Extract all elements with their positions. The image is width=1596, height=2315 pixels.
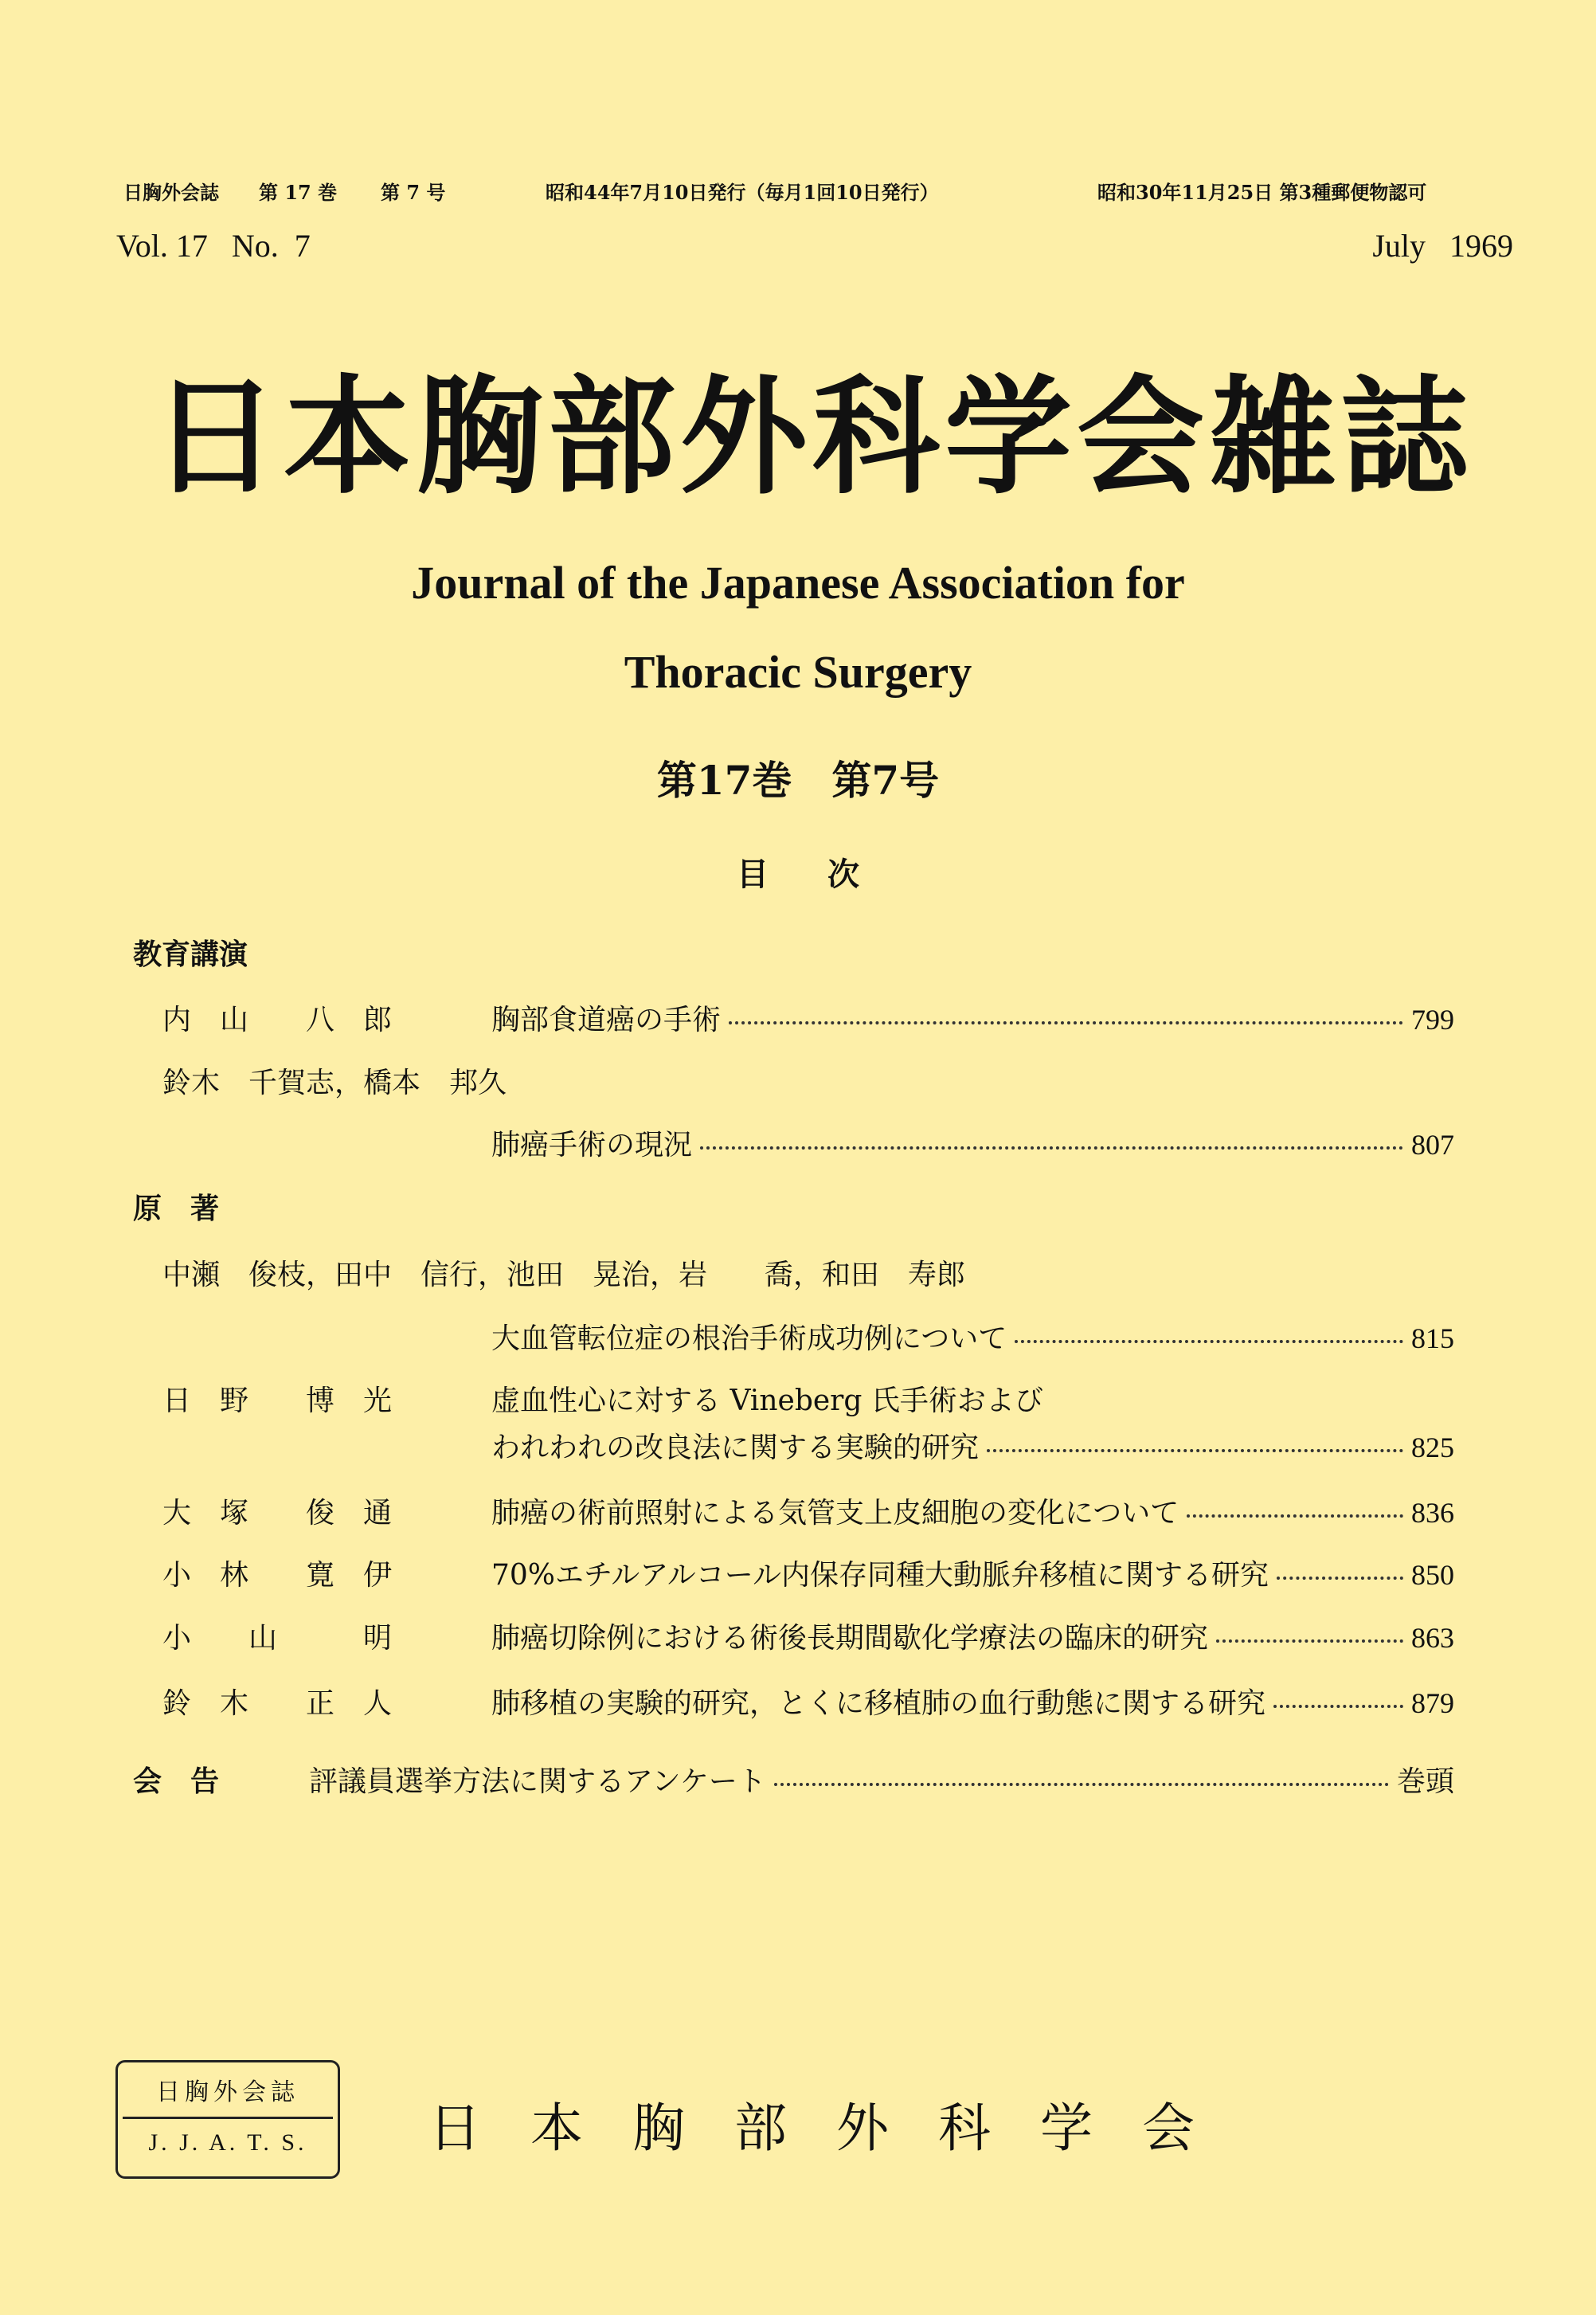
toc-title: 肺癌切除例における術後長期間歇化学療法の臨床的研究: [491, 1622, 1209, 1655]
toc-title: 大血管転位症の根治手術成功例について: [491, 1322, 1007, 1355]
toc-entry[interactable]: [491, 1316, 1454, 1357]
journal-short-name: 日胸外会誌: [123, 181, 219, 204]
volume-number-en: Vol. 17 No. 7: [116, 228, 311, 264]
toc-entry[interactable]: [491, 1616, 1454, 1656]
toc-entry[interactable]: [491, 1425, 1454, 1466]
volume-jp-small: 第 17 巻: [259, 181, 338, 204]
toc-title-line1: [491, 1378, 1454, 1419]
toc-author: 日 野 博 光: [162, 1385, 393, 1417]
volume-issue-jp: 第17巻 第7号: [656, 757, 940, 804]
section-heading-lectures: 教育講演: [133, 938, 248, 971]
toc-title: 70%エチルアルコール内保存同種大動脈弁移植に関する研究: [491, 1559, 1269, 1592]
society-name: 日本胸部外科学会: [428, 2098, 1244, 2159]
toc-title: 肺癌の術前照射による気管支上皮細胞の変化について: [491, 1497, 1179, 1530]
stamp-divider: [123, 2117, 333, 2119]
toc-entry[interactable]: [491, 1681, 1454, 1722]
publication-date: 昭和44年7月10日発行（毎月1回10日発行）: [546, 181, 939, 204]
toc-entry[interactable]: [491, 1490, 1454, 1531]
dot-leader: [1015, 1340, 1403, 1343]
journal-title-english-line1: Journal of the Japanese Association for: [411, 557, 1185, 609]
stamp-japanese: 日胸外会誌: [156, 2078, 299, 2106]
toc-page: 850: [1411, 1559, 1454, 1591]
toc-page: 815: [1411, 1322, 1454, 1354]
toc-author: 大 塚 俊 通: [162, 1497, 393, 1530]
toc-title: 肺癌手術の現況: [491, 1129, 693, 1161]
dot-leader: [1187, 1514, 1403, 1518]
dot-leader: [1216, 1639, 1403, 1643]
stamp-english: J. J. A. T. S.: [148, 2129, 307, 2156]
toc-title: 虚血性心に対する Vineberg 氏手術および: [491, 1385, 1043, 1417]
toc-entry[interactable]: [491, 1553, 1454, 1593]
toc-entry[interactable]: [491, 997, 1454, 1038]
section-heading-notice: 会 告: [133, 1765, 220, 1798]
toc-entry[interactable]: [491, 1122, 1454, 1163]
toc-page: 807: [1411, 1129, 1454, 1161]
issue-jp-small: 第 7 号: [381, 181, 446, 204]
journal-title-japanese: 日本胸部外科学会雑誌: [151, 362, 1473, 511]
toc-page: 836: [1411, 1497, 1454, 1529]
toc-page: 879: [1411, 1687, 1454, 1719]
dot-leader: [1273, 1705, 1403, 1708]
dot-leader: [729, 1021, 1403, 1024]
toc-title: 評議員選挙方法に関するアンケート: [309, 1765, 766, 1798]
dot-leader: [774, 1783, 1389, 1786]
toc-author: 鈴 木 正 人: [162, 1687, 393, 1720]
dot-leader: [987, 1449, 1403, 1452]
journal-title-english-line2: Thoracic Surgery: [624, 646, 972, 698]
toc-author: 中瀬 俊枝，田中 信行，池田 晃治，岩 喬，和田 寿郎: [162, 1259, 966, 1291]
section-heading-originals: 原 著: [133, 1192, 220, 1225]
toc-page: 799: [1411, 1004, 1454, 1036]
toc-page: 863: [1411, 1622, 1454, 1654]
dot-leader: [700, 1146, 1403, 1150]
toc-page: 巻頭: [1396, 1765, 1454, 1797]
toc-author: 小 林 寛 伊: [162, 1559, 393, 1592]
toc-entry[interactable]: [309, 1759, 1454, 1800]
contents-heading: 目 次: [737, 856, 859, 893]
issue-date-en: July 1969: [1372, 228, 1513, 264]
postal-permit: 昭和30年11月25日 第3種郵便物認可: [1097, 181, 1427, 204]
dot-leader: [1277, 1577, 1403, 1580]
journal-abbreviation-stamp: [115, 2060, 340, 2179]
toc-title: 胸部食道癌の手術: [491, 1004, 722, 1036]
toc-author: 内 山 八 郎: [162, 1004, 393, 1036]
toc-title: われわれの改良法に関する実験的研究: [491, 1432, 980, 1464]
toc-page: 825: [1411, 1432, 1454, 1463]
toc-title: 肺移植の実験的研究，とくに移植肺の血行動態に関する研究: [491, 1687, 1266, 1720]
toc-author: 鈴木 千賀志，橋本 邦久: [162, 1067, 507, 1099]
toc-author: 小 山 明: [162, 1622, 393, 1655]
